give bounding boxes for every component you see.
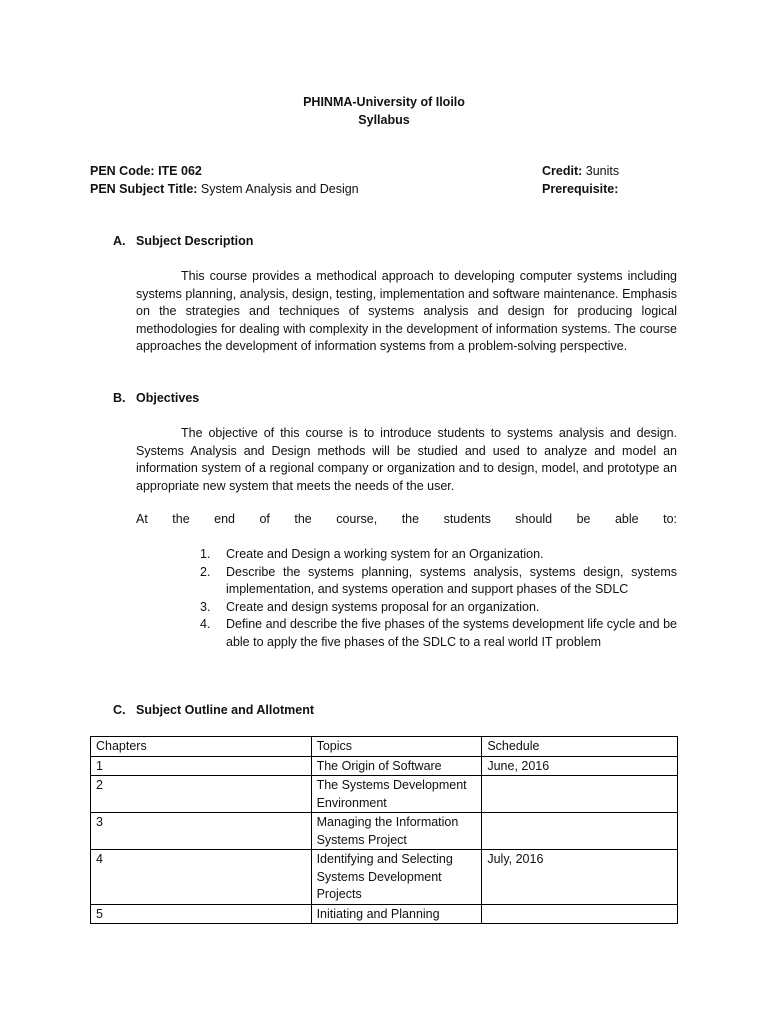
objective-number: 3. bbox=[200, 599, 211, 614]
pen-code-value: ITE 062 bbox=[158, 164, 202, 178]
objective-text: Describe the systems planning, systems analysis, systems design, systems implementation, and systems operation and support phases of the SDLC bbox=[226, 564, 677, 597]
section-b-title: Objectives bbox=[136, 391, 200, 405]
objective-number: 1. bbox=[200, 547, 211, 561]
subject-title-label: PEN Subject Title: bbox=[90, 182, 198, 196]
section-a-title: Subject Description bbox=[136, 234, 254, 248]
prerequisite-label: Prerequisite: bbox=[542, 182, 619, 196]
chapter-cell: 3 bbox=[91, 813, 312, 850]
objective-text: Define and describe the five phases of the systems development life cycle and be able to apply the five phases of the SDLC to a real world IT problem bbox=[226, 617, 677, 649]
prerequisite-line bbox=[542, 182, 618, 196]
intro-word: to: bbox=[663, 512, 677, 526]
chapter-cell: 4 bbox=[91, 850, 312, 905]
section-c-heading bbox=[113, 703, 314, 717]
schedule-cell bbox=[482, 813, 678, 850]
objectives-intro-line bbox=[136, 512, 677, 526]
table-row bbox=[91, 756, 678, 776]
topic-cell: Managing the Information Systems Project bbox=[311, 813, 482, 850]
column-header-schedule: Schedule bbox=[482, 737, 678, 757]
section-a-heading bbox=[113, 234, 253, 248]
section-b-heading bbox=[113, 391, 199, 405]
column-header-topics: Topics bbox=[311, 737, 482, 757]
table-row bbox=[91, 904, 678, 924]
objective-item bbox=[200, 616, 677, 651]
table-row bbox=[91, 813, 678, 850]
schedule-cell: July, 2016 bbox=[482, 850, 678, 905]
section-b-letter: B. bbox=[113, 391, 126, 405]
subject-title-line bbox=[90, 182, 359, 196]
section-c-title: Subject Outline and Allotment bbox=[136, 703, 315, 717]
objective-item bbox=[200, 546, 677, 564]
schedule-cell bbox=[482, 776, 678, 813]
objective-text: Create and Design a working system for an Organization. bbox=[226, 547, 544, 561]
intro-word: the bbox=[172, 512, 190, 526]
intro-word: able bbox=[614, 512, 639, 526]
intro-word: of bbox=[259, 512, 270, 526]
credit-label: Credit: bbox=[542, 164, 583, 178]
chapter-cell: 1 bbox=[91, 756, 312, 776]
table-row bbox=[91, 776, 678, 813]
section-a-letter: A. bbox=[113, 234, 126, 248]
intro-word: students bbox=[443, 512, 491, 526]
objective-text: Create and design systems proposal for an organization. bbox=[226, 599, 540, 614]
intro-word: At bbox=[136, 512, 148, 526]
schedule-cell bbox=[482, 904, 678, 924]
credit-value: 3units bbox=[585, 164, 620, 178]
subject-outline-table bbox=[90, 736, 678, 924]
table-header-row bbox=[91, 737, 678, 757]
chapter-cell: 5 bbox=[91, 904, 312, 924]
objective-number: 2. bbox=[200, 564, 211, 579]
intro-word: course, bbox=[336, 512, 378, 526]
university-title: PHINMA-University of Iloilo bbox=[303, 95, 465, 109]
topic-cell: The Systems Development Environment bbox=[311, 776, 482, 813]
topic-cell: Initiating and Planning bbox=[311, 904, 482, 924]
column-header-chapters: Chapters bbox=[91, 737, 312, 757]
table-row bbox=[91, 850, 678, 905]
intro-word: the bbox=[294, 512, 312, 526]
intro-word: be bbox=[576, 512, 591, 526]
credit-line bbox=[542, 164, 619, 178]
document-type-title: Syllabus bbox=[358, 113, 410, 127]
topic-cell: The Origin of Software bbox=[311, 756, 482, 776]
objectives-list bbox=[200, 546, 677, 652]
intro-word: should bbox=[515, 512, 553, 526]
subject-title-value: System Analysis and Design bbox=[200, 182, 359, 196]
section-c-letter: C. bbox=[113, 703, 126, 717]
objective-number: 4. bbox=[200, 617, 211, 632]
intro-word: the bbox=[401, 512, 420, 526]
schedule-cell: June, 2016 bbox=[482, 756, 678, 776]
subject-description-text: This course provides a methodical approach to developing computer systems including systems planning, analysis, design, testing, implementation and software maintenance. Emphasis on the strategies and techniques of systems analysis and design for producing logical methodologies for dealing with complexity in the development of information systems. The course approaches the development of information systems from a problem-solving perspective. bbox=[136, 269, 677, 354]
chapter-cell: 2 bbox=[91, 776, 312, 813]
intro-word: end bbox=[214, 512, 235, 526]
topic-cell: Identifying and Selecting Systems Development Projects bbox=[311, 850, 482, 905]
pen-code-line bbox=[90, 164, 202, 178]
objective-item bbox=[200, 599, 677, 617]
objective-item bbox=[200, 564, 677, 599]
objectives-text: The objective of this course is to introduce students to systems analysis and design. Systems Analysis and Design methods will be studied and used to analyze and model an information system of a regional company or organization and to design, model, and prototype an appropriate new system that meets the needs of the user. bbox=[136, 426, 677, 493]
pen-code-label: PEN Code: bbox=[90, 164, 155, 178]
